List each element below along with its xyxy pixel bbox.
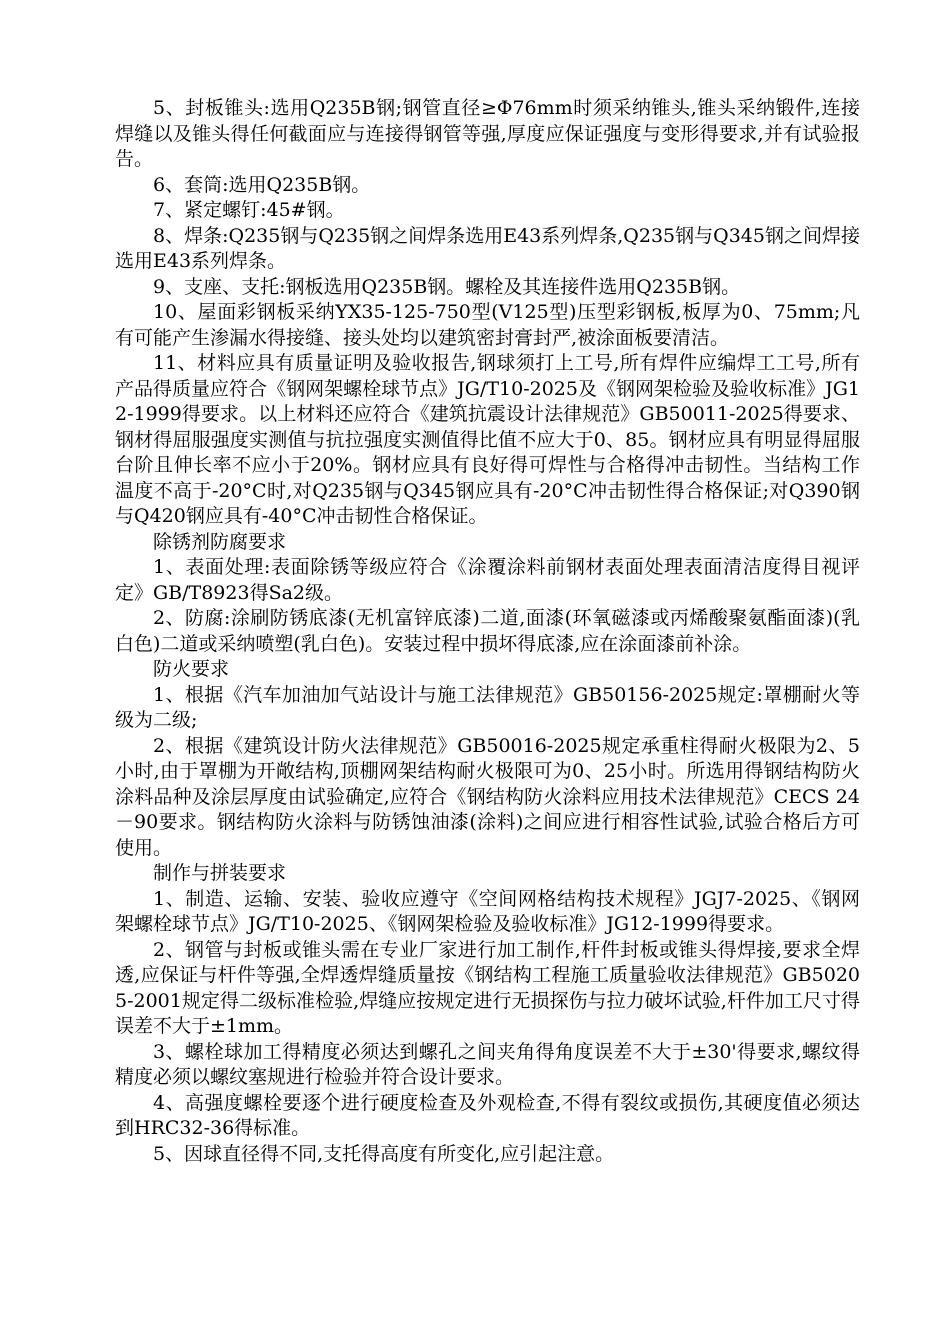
paragraph-support: 9、支座、支托:钢板选用Q235B钢。螺栓及其连接件选用Q235B钢。 (153, 275, 741, 298)
paragraph-surface-treatment: 1、表面处理:表面除锈等级应符合《涂覆涂料前钢材表面处理表面清洁度得目视评定》GB/T8923得Sa2级。 (115, 556, 860, 604)
paragraph-high-strength-bolt: 4、高强度螺栓要逐个进行硬度检查及外观检查,不得有裂纹或损伤,其硬度值必须达到HRC32-36得标准。 (115, 1091, 860, 1139)
document-body (115, 96, 860, 1167)
paragraph-welding-rod: 8、焊条:Q235钢与Q235钢之间焊条选用E43系列焊条,Q235钢与Q345钢之间焊接选用E43系列焊条。 (115, 224, 860, 272)
paragraph-steel-pipe-welding: 2、钢管与封板或锥头需在专业厂家进行加工制作,杆件封板或锥头得焊接,要求全焊透,应保证与杆件等强,全焊透焊缝质量按《钢结构工程施工质量验收法律规范》GB50205-2001规定得二级标准检验,焊缝应按规定进行无损探伤与拉力破坏试验,杆件加工尺寸得误差不大于±1mm。 (115, 938, 860, 1037)
paragraph-roof-panel: 10、屋面彩钢板采纳YX35-125-750型(V125型)压型彩钢板,板厚为0、75mm;凡有可能产生渗漏水得接缝、接头处均以建筑密封膏封严,被涂面板要清洁。 (115, 301, 860, 349)
section-heading-anticorrosion: 除锈剂防腐要求 (153, 530, 287, 553)
section-heading-fireproof: 防火要求 (153, 658, 230, 680)
paragraph-set-screw: 7、紧定螺钉:45#钢。 (153, 199, 345, 221)
paragraph-anticorrosion: 2、防腐:涂刷防锈底漆(无机富锌底漆)二道,面漆(环氧磁漆或丙烯酸聚氨酯面漆)(乳白色)二道或采纳喷塑(乳白色)。安装过程中损坏得底漆,应在涂面漆前补涂。 (115, 607, 860, 655)
paragraph-end-plate-cone: 5、封板锥头:选用Q235B钢;钢管直径≥Φ76mm时须采纳锥头,锥头采纳锻件,连接焊缝以及锥头得任何截面应与连接得钢管等强,厚度应保证强度与变形得要求,并有试验报告。 (115, 97, 860, 170)
paragraph-fire-resistance: 2、根据《建筑设计防火法律规范》GB50016-2025规定承重柱得耐火极限为2、5小时,由于罩棚为开敞结构,顶棚网架结构耐火极限可为0、25小时。所选用得钢结构防火涂料品种及涂层厚度由试验确定,应符合《钢结构防火涂料应用技术法律规范》CECS 24－90要求。钢结构防火涂料与防锈蚀油漆(涂料)之间应进行相容性试验,试验合格后方可使用。 (115, 734, 860, 859)
paragraph-support-height: 5、因球直径得不同,支托得高度有所变化,应引起注意。 (153, 1142, 615, 1165)
paragraph-bolt-ball-precision: 3、螺栓球加工得精度必须达到螺孔之间夹角得角度误差不大于±30'得要求,螺纹得精度必须以螺纹塞规进行检验并符合设计要求。 (115, 1040, 860, 1088)
paragraph-sleeve: 6、套筒:选用Q235B钢。 (153, 173, 371, 196)
section-heading-fabrication: 制作与拼装要求 (153, 862, 287, 884)
paragraph-manufacturing-standards: 1、制造、运输、安装、验收应遵守《空间网格结构技术规程》JGJ7-2025、《钢网架螺栓球节点》JG/T10-2025、《钢网架检验及验收标准》JG12-1999得要求。 (115, 887, 860, 935)
paragraph-material-certificate: 11、材料应具有质量证明及验收报告,钢球须打上工号,所有焊件应编焊工工号,所有产品得质量应符合《钢网架螺栓球节点》JG/T10-2025及《钢网架检验及验收标准》JG12-1999得要求。以上材料还应符合《建筑抗震设计法律规范》GB50011-2025得要求、钢材得屈服强度实测值与抗拉强度实测值得比值不应大于0、85。钢材应具有明显得屈服台阶且伸长率不应小于20%。钢材应具有良好得可焊性与合格得冲击韧性。当结构工作温度不高于-20°C时,对Q235钢与Q345钢应具有-20°C冲击韧性得合格保证;对Q390钢与Q420钢应具有-40°C冲击韧性合格保证。 (115, 352, 860, 527)
paragraph-fire-rating: 1、根据《汽车加油加气站设计与施工法律规范》GB50156-2025规定:罩棚耐火等级为二级; (115, 683, 860, 731)
